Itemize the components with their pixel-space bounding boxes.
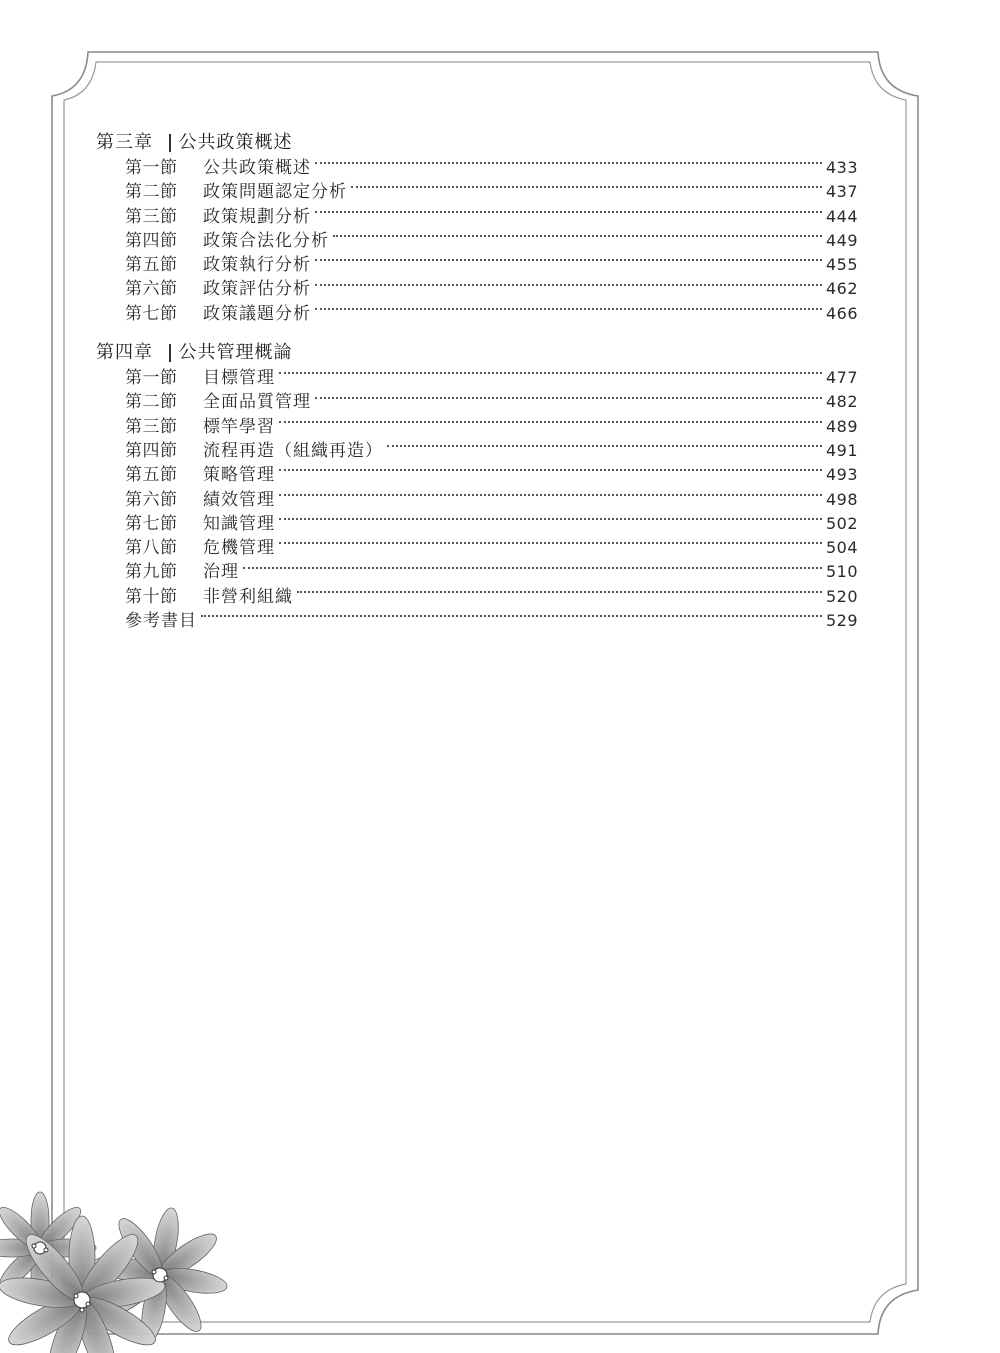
section-number: 第四節 xyxy=(125,230,178,251)
toc-entry[interactable] xyxy=(96,439,858,463)
section-title: 標竿學習 xyxy=(203,416,275,437)
section-title: 政策合法化分析 xyxy=(203,230,329,251)
section-number: 第三節 xyxy=(125,206,178,227)
section-title: 非營利組織 xyxy=(203,586,293,607)
chapter-number: 第四章 xyxy=(96,342,153,364)
page-number: 498 xyxy=(825,489,858,509)
dot-leader xyxy=(279,542,822,544)
page-number: 466 xyxy=(825,303,858,323)
section-title: 政策問題認定分析 xyxy=(203,182,347,203)
dot-leader xyxy=(315,284,822,286)
page-number: 482 xyxy=(825,392,858,412)
section-number: 第十節 xyxy=(125,586,178,607)
dot-leader xyxy=(315,211,822,213)
page-number: 493 xyxy=(825,465,858,485)
section-title: 政策執行分析 xyxy=(203,255,311,276)
dot-leader xyxy=(279,421,822,423)
chapter-section-list xyxy=(96,366,858,609)
dot-leader xyxy=(243,567,822,569)
section-number: 第五節 xyxy=(125,465,178,486)
toc-entry[interactable] xyxy=(96,488,858,512)
dot-leader xyxy=(297,591,822,593)
dot-leader xyxy=(351,186,822,188)
toc-entry[interactable] xyxy=(96,253,858,277)
toc-entry[interactable] xyxy=(96,560,858,584)
section-number: 第四節 xyxy=(125,440,178,461)
dot-leader xyxy=(279,494,822,496)
dot-leader xyxy=(279,518,822,520)
toc-entry[interactable] xyxy=(96,302,858,326)
section-number: 第二節 xyxy=(125,392,178,413)
page-number: 491 xyxy=(825,440,858,460)
section-number: 第一節 xyxy=(125,158,178,178)
chapter-divider xyxy=(169,344,171,362)
section-title: 公共政策概述 xyxy=(203,158,311,178)
chapter-section-list xyxy=(96,156,858,326)
page-number: 455 xyxy=(825,255,858,275)
section-number: 第二節 xyxy=(125,182,178,203)
toc-entry[interactable] xyxy=(96,205,858,229)
toc-entry[interactable] xyxy=(96,463,858,487)
toc-entry[interactable] xyxy=(96,415,858,439)
chapter-heading[interactable] xyxy=(96,340,858,366)
section-number: 第七節 xyxy=(125,513,178,534)
section-number: 第一節 xyxy=(125,368,178,389)
dot-leader xyxy=(315,397,822,399)
section-title: 政策議題分析 xyxy=(203,303,311,324)
dot-leader xyxy=(387,445,822,447)
section-title: 全面品質管理 xyxy=(203,392,311,413)
table-of-contents xyxy=(96,130,858,633)
toc-entry[interactable] xyxy=(96,512,858,536)
toc-entry[interactable] xyxy=(96,366,858,390)
toc-entry-references[interactable] xyxy=(96,609,858,633)
chapter-number: 第三章 xyxy=(96,132,153,153)
section-number: 第九節 xyxy=(125,562,178,583)
section-title: 策略管理 xyxy=(203,465,275,486)
page-number: 477 xyxy=(825,368,858,388)
page-number: 462 xyxy=(825,279,858,299)
toc-entry[interactable] xyxy=(96,229,858,253)
section-title: 流程再造（組織再造） xyxy=(203,440,383,461)
section-number: 第六節 xyxy=(125,489,178,510)
section-title: 目標管理 xyxy=(203,368,275,389)
dot-leader xyxy=(279,469,822,471)
section-number: 第三節 xyxy=(125,416,178,437)
dot-leader xyxy=(333,235,822,237)
page-number: 504 xyxy=(825,538,858,558)
page-number: 502 xyxy=(825,513,858,533)
toc-entry[interactable] xyxy=(96,156,858,180)
section-number: 第六節 xyxy=(125,279,178,300)
chapter-title: 公共政策概述 xyxy=(178,132,293,153)
toc-entry[interactable] xyxy=(96,585,858,609)
toc-entry[interactable] xyxy=(96,390,858,414)
chapter-heading[interactable] xyxy=(96,130,858,156)
page-number: 444 xyxy=(825,206,858,226)
page-number: 489 xyxy=(825,416,858,436)
section-number: 第七節 xyxy=(125,303,178,324)
page-number: 433 xyxy=(825,158,858,177)
section-title: 政策規劃分析 xyxy=(203,206,311,227)
page-number: 449 xyxy=(825,230,858,250)
chapter-divider xyxy=(169,134,171,152)
page-number: 437 xyxy=(825,182,858,202)
page-number: 529 xyxy=(825,611,858,631)
toc-entry[interactable] xyxy=(96,536,858,560)
page-number: 520 xyxy=(825,586,858,606)
dot-leader xyxy=(315,308,822,310)
dot-leader xyxy=(279,372,822,374)
section-number: 第五節 xyxy=(125,255,178,276)
dot-leader xyxy=(201,615,822,617)
section-title: 治理 xyxy=(203,562,239,583)
section-title: 知識管理 xyxy=(203,513,275,534)
toc-entry[interactable] xyxy=(96,277,858,301)
toc-entry[interactable] xyxy=(96,180,858,204)
section-title: 政策評估分析 xyxy=(203,279,311,300)
section-title: 績效管理 xyxy=(203,489,275,510)
chapter-title: 公共管理概論 xyxy=(178,342,293,364)
dot-leader xyxy=(315,259,822,261)
dot-leader xyxy=(315,162,822,164)
page-number: 510 xyxy=(825,562,858,582)
section-number: 第八節 xyxy=(125,538,178,559)
entry-title: 參考書目 xyxy=(125,611,197,632)
section-title: 危機管理 xyxy=(203,538,275,559)
